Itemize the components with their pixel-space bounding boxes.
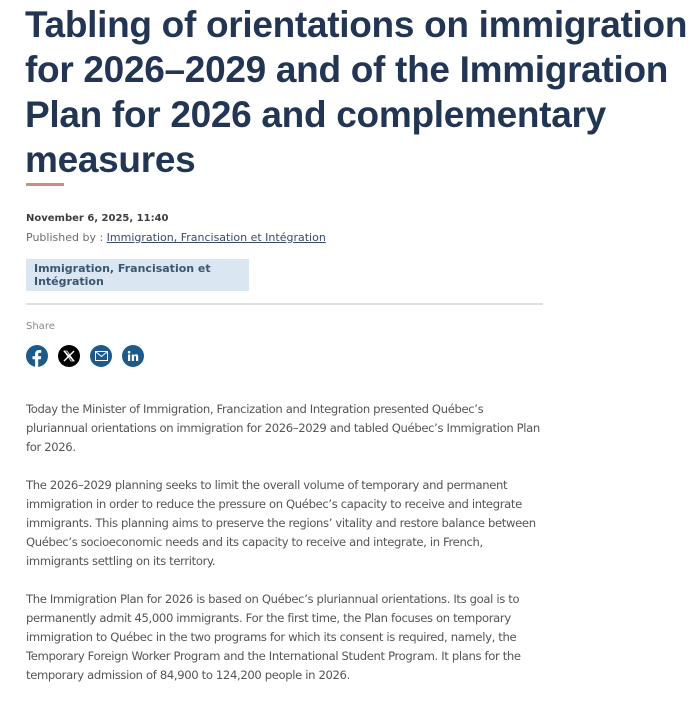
- email-icon[interactable]: [90, 345, 112, 367]
- publisher-link[interactable]: Immigration, Francisation et Intégration: [106, 231, 326, 244]
- published-by: [26, 231, 326, 244]
- publication-date: November 6, 2025, 11:40: [26, 213, 169, 224]
- x-icon[interactable]: [58, 345, 80, 367]
- body-paragraph: Today the Minister of Immigration, Francization and Integration presented Québec’s pluriannual orientations on immigration for 2026–2029 and tabled Québec’s Immigration Plan for 2026.: [26, 402, 540, 454]
- published-by-label: Published by :: [26, 231, 107, 244]
- linkedin-icon[interactable]: [122, 345, 144, 367]
- body-paragraph: The Immigration Plan for 2026 is based on Québec’s pluriannual orientations. Its goal is to permanently admit 45,000 immigrants. For the first time, the Plan focuses on temporary immigration to Québec in the two programs for which its consent is required, namely, the Temporary Foreign Worker Program and the International Student Program. It plans for the temporary admission of 84,900 to 124,200 people in 2026.: [26, 592, 521, 682]
- topic-tag[interactable]: Immigration, Francisation et Intégration: [26, 259, 249, 291]
- divider: [26, 303, 543, 305]
- share-label: Share: [26, 321, 55, 332]
- share-icons: [26, 345, 144, 367]
- facebook-icon[interactable]: [26, 345, 48, 367]
- page-title: Tabling of orientations on immigration for 2026–2029 and of the Immigration Plan for 2026 and complementary measures: [25, 4, 688, 180]
- body-paragraph: The 2026–2029 planning seeks to limit the overall volume of temporary and permanent immigration in order to reduce the pressure on Québec’s capacity to receive and integrate immigrants. This planning aims to preserve the regions’ vitality and restore balance between Québec’s socioeconomic needs and its capacity to receive and integrate, in French, immigrants settling on its territory.: [26, 478, 536, 568]
- title-accent-bar: [26, 183, 64, 186]
